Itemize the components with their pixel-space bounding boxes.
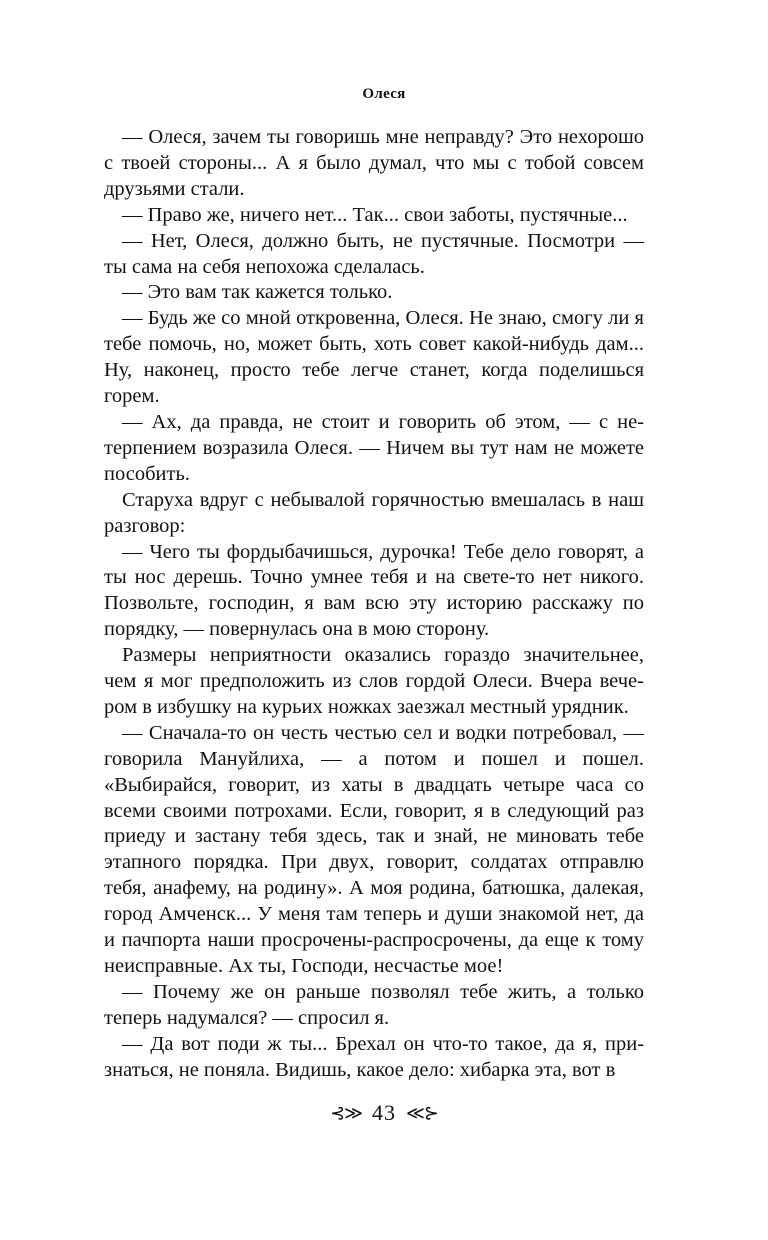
paragraph: Размеры неприятности оказались гораздо значительнее, чем я мог предположить из слов гордой Олеси. Вчера вечером в избушку на курьих ножках заезжал местный урядник. [104, 644, 644, 718]
paragraph: — Будь же со мной откровенна, Олеся. Не знаю, смогу ли я тебе помочь, но, может быть, хоть совет какой-нибудь дам... Ну, наконец, просто тебе легче станет, когда поделишься горем. [104, 307, 644, 408]
paragraph: — Сначала-то он честь честью сел и водки потребовал, — говорила Мануйлиха, — а потом и пошел и пошел. «Выбирайся, говорит, из хаты в двадцать четыре часа со всеми своими потрохами. Если, говорит, я в следующий раз приеду и застану тебя здесь, так и знай, не миновать тебе этапного порядка. При двух, говорит, солдатах отправлю тебя, анафему, на родину». А моя родина, батюшка, далекая, город Амченск... У меня там теперь и души знакомой нет, да и пачпорта наши просрочены-распросрочены, да еще к тому неисправные. Ах ты, Господи, несчастье мое! [104, 721, 644, 977]
paragraph: — Почему же он раньше позволял тебе жить, а только теперь надумался? — спросил я. [104, 980, 644, 1029]
paragraph: — Право же, ничего нет... Так... свои заботы, пустячные... [122, 203, 628, 226]
body-text [104, 125, 644, 1084]
paragraph: — Да вот поди ж ты... Брехал он что-то такое, да я, признаться, не поняла. Видишь, какое дело: хибарка эта, вот в [104, 1032, 644, 1081]
paragraph: Старуха вдруг с небывалой горячностью вмешалась в наш разговор: [104, 488, 644, 537]
page-footer [0, 1098, 768, 1128]
page-number: 43 [372, 1100, 396, 1125]
paragraph: — Чего ты фордыбачишься, дурочка! Тебе дело говорят, а ты нос дерешь. Точно умнее тебя и на свете-то нет никого. Позвольте, господин, я вам всю эту историю расскажу по порядку, — повернулась она в мою сторону. [104, 540, 644, 641]
paragraph: — Ах, да правда, не стоит и говорить об этом, — с нетерпением возразила Олеся. — Ничем вы тут нам не можете пособить. [104, 410, 644, 485]
paragraph: — Олеся, зачем ты говоришь мне неправду? Это нехорошо с твоей стороны... А я было думал, что мы с тобой совсем друзьями стали. [104, 126, 644, 200]
running-header: Олеся [362, 86, 406, 102]
paragraph: — Нет, Олеся, должно быть, не пустячные. Посмотри — ты сама на себя непохожа сделалась. [104, 229, 644, 278]
paragraph: — Это вам так кажется только. [122, 281, 393, 304]
ornament-right-icon: ≪⊱ [406, 1103, 438, 1123]
ornament-left-icon: ⊰≫ [330, 1103, 362, 1123]
